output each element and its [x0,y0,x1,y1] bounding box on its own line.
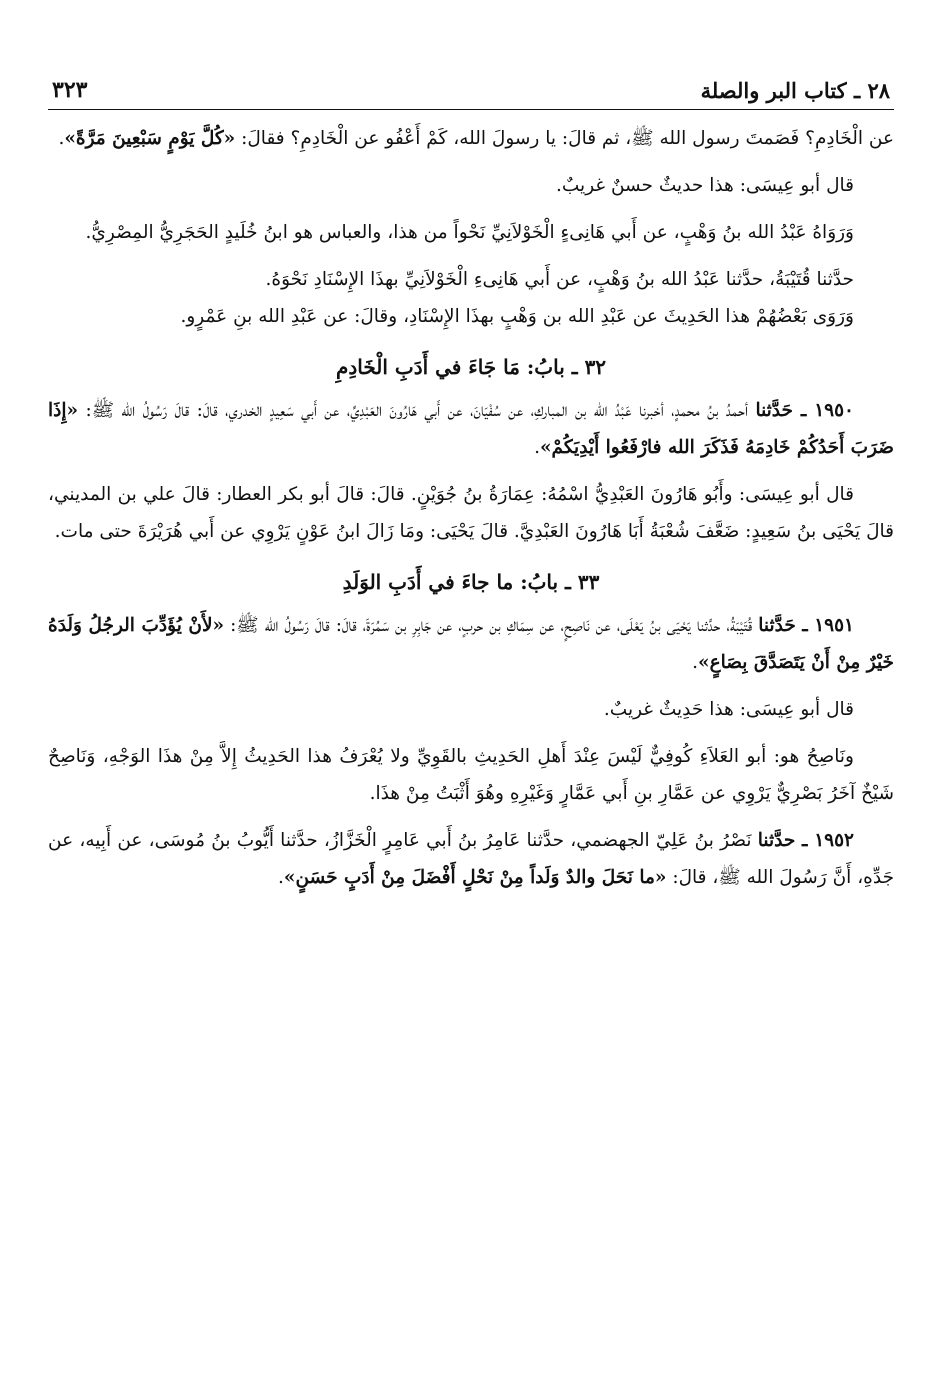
hadith-1950-quote: «إِذَا ضَرَبَ أَحَدُكُمْ خَادِمَهُ فَذَكَرَ الله فارْفَعُوا أَيْدِيَكُمْ» [48,400,894,458]
paragraph-8: قال أبو عِيسَى: هذا حَدِيثٌ غريبٌ. [603,699,854,720]
hadith-number-1950: ١٩٥٠ ـ حَدَّثنا [755,400,854,421]
hadith-1952-end: . [278,867,284,888]
paragraph-4b: وَرَوَى بَعْضُهُمْ هذا الحَدِيثَ عن عَبْدِ الله بن وَهْبٍ بهذَا الإِسْنَادِ، وقالَ: عن عَبْدِ الله بنِ عَمْرٍو. [180,306,854,327]
page-number: ٣٢٣ [52,77,88,103]
hadith-quote: «كُلَّ يَوْمٍ سَبْعِينَ مَرَّةً» [64,128,236,149]
chapter-heading-32: ٣٢ ـ بابُ: مَا جَاءَ في أَدَبِ الْخَادِمِ [335,355,607,379]
page-content [48,120,894,896]
paragraph-9: ونَاصِحُ هو: أبو العَلاَءِ كُوفِيٌّ لَيْسَ عِنْدَ أَهلِ الحَدِيثِ بالقَوِيِّ ولا يُعْرَفُ هذا الحَدِيثُ إِلاَّ مِنْ هذَا الوَجْهِ، وَنَاصِحٌ شَيْخٌ آخَرُ بَصْرِيٌّ يَرْوِي عن عَمَّارِ بنِ أَبي عَمَّارٍ وَغَيْرِهِ وهُوَ أَثْبَتُ مِنْ هذَا. [48,746,894,804]
paragraph-2: قال أبو عِيسَى: هذا حديثٌ حسنٌ غريبٌ. [556,175,854,196]
hadith-1950-text: أحمدُ بنُ محمدٍ، أخبرنا عَبْدُ الله بن المباركِ، عن سُفْيَانَ، عن أَبي هَارُونَ العَبْدِيِّ، عن أَبي سَعِيدٍ الخدري، قالَ: قالَ رَسُولُ الله ﷺ: [78,400,756,421]
hadith-1951-text: قُتَيْبَةُ، حدَّثنا يَحْيَى بنُ يَعْلَى، عن نَاصِحٍ، عن سِمَاكِ بن حربٍ، عن جَابِرِ بن سَمُرَةَ، قالَ: قالَ رَسُولُ الله ﷺ: [224,615,759,636]
hadith-number-1952: ١٩٥٢ ـ حدَّثنا [757,830,854,851]
hadith-1950 [48,392,894,466]
page-header [48,60,894,110]
hadith-1952 [48,822,894,896]
p1-end: . [58,128,65,149]
hadith-1950-end: . [534,437,540,458]
hadith-1951-end: . [692,652,699,673]
hadith-1951-quote: «لأَنْ يُؤَدِّبَ الرجُلُ وَلَدَهُ خَيْرٌ مِنْ أَنْ يَتَصَدَّقَ بِصَاعٍ» [48,615,894,673]
paragraph-3: وَرَوَاهُ عَبْدُ الله بنُ وَهْبٍ، عن أَبي هَانِىءٍ الْخَوْلاَنِيِّ نَحْواً من هذا، والعباس هو ابنُ خُلَيدٍ الحَجَرِيُّ المِصْرِيُّ. [85,222,854,243]
hadith-1952-quote: «ما نَحَلَ والدٌ وَلَداً مِنْ نَحْلٍ أَفْضَلَ مِنْ أَدَبٍ حَسَنٍ» [283,867,667,888]
chapter-heading-33: ٣٣ ـ بابُ: ما جاءَ في أَدَبِ الوَلَدِ [342,570,600,594]
chapter-title: ٢٨ ـ كتاب البر والصلة [700,78,890,103]
hadith-1952-text: نَصْرُ بنُ عَلِيّ الجهضمي، حدَّثنا عَامِرُ بنُ أَبي عَامِرٍ الْخَزَّازُ، حدَّثنا أَيُّوبُ بنُ مُوسَى، عن أَبِيه، عن جَدِّهِ، أَنَّ رَسُولَ الله ﷺ، قالَ: [48,830,894,888]
paragraph-1 [48,120,894,157]
paragraph-6: قال أبو عِيسَى: وأَبُو هَارُونَ العَبْدِيُّ اسْمُهُ: عِمَارَةُ بنُ جُوَيْنٍ. قالَ: قالَ أبو بكر العطار: قالَ علي بن المديني، قالَ يَحْيَى بنُ سَعِيدٍ: ضَعَّفَ شُعْبَةُ أَبَا هَارُونَ العَبْدِيَّ. قالَ يَحْيَى: ومَا زَالَ ابنُ عَوْنٍ يَرْوِي عن أَبي هُرَيْرَةَ حتى مات. [48,484,894,542]
p1-text: عن الْخَادِمِ؟ فَصَمتَ رسول الله ﷺ، ثم قالَ: يا رسولَ الله، كَمْ أَعْفُو عن الْخَادِمِ؟ فقالَ: [235,128,894,149]
hadith-number-1951: ١٩٥١ ـ حَدَّثنا [758,615,854,636]
hadith-1951 [48,607,894,681]
paragraph-4a: حدَّثنا قُتَيْبَةُ، حدَّثنا عَبْدُ الله بنُ وَهْبٍ، عن أَبي هَانِىءِ الْخَوْلاَنِيِّ بهذَا الإِسْنَادِ نَحْوَهُ. [265,269,854,290]
